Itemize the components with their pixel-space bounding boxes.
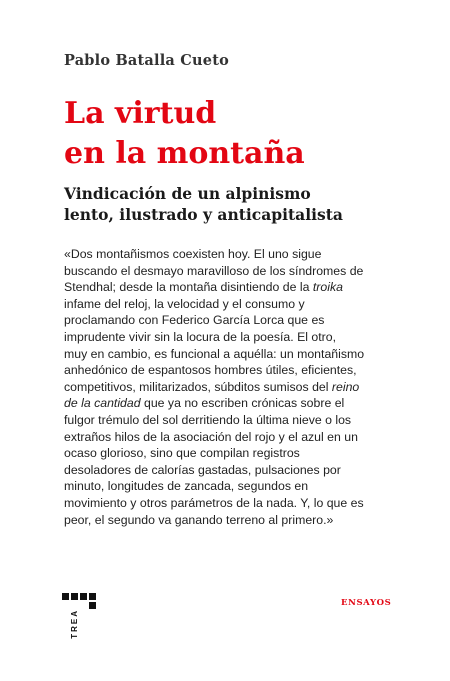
blurb-italic: reino [331,379,360,394]
subtitle-line-1: Vindicación de un alpinismo [64,184,311,203]
blurb-line [64,379,394,396]
blurb-line [64,395,394,412]
author-name: Pablo Batalla Cueto [64,52,229,69]
blurb-line: buscando el desmayo maravilloso de los síndromes de [64,263,364,278]
subtitle-line-2: lento, ilustrado y anticapitalista [64,205,343,224]
publisher-name: TREA [70,609,79,639]
publisher-logo-icon [62,593,102,643]
blurb-italic: de la cantidad [64,396,141,411]
blurb-line: movimiento y otros parámetros de la nada. Y, lo que es [64,495,364,510]
blurb-fragment: que ya no escriben crónicas sobre el [140,396,345,411]
book-subtitle [64,183,404,225]
blurb-line [64,279,394,296]
blurb-line: proclamando con Federico García Lorca que es [64,313,325,328]
blurb-line: desoladores de calorías gastadas, pulsaciones por [64,462,341,477]
blurb-italic: troika [312,280,343,295]
blurb-line: minuto, longitudes de zancada, segundos en [64,479,309,494]
blurb-text [64,246,394,528]
blurb-line: «Dos montañismos coexisten hoy. El uno sigue [64,247,322,261]
blurb-fragment: competitivos, militarizados, súbditos sumisos del [64,379,332,394]
blurb-line: ocaso glorioso, sino que compilan registros [64,446,300,461]
blurb-line: anhedónico de espantosos hombres útiles, eficientes, [64,363,357,378]
series-label: ENSAYOS [341,598,392,608]
title-line-2: en la montaña [64,136,305,171]
blurb-line: imprudente vivir sin la locura de la poesía. El otro, [64,329,337,344]
book-title [64,94,404,174]
title-line-1: La virtud [64,96,217,131]
blurb-fragment: Stendhal; desde la montaña disintiendo de la [64,280,313,295]
blurb-line: muy en cambio, es funcional a aquélla: un montañismo [64,346,365,361]
blurb-line: peor, el segundo va ganando terreno al primero.» [64,512,334,527]
blurb-line: extraños hilos de la asociación del rojo y el azul en un [64,429,358,444]
blurb-line: infame del reloj, la velocidad y el consumo y [64,296,305,311]
blurb-line: fulgor trémulo del sol derritiendo la última nieve o los [64,412,352,427]
